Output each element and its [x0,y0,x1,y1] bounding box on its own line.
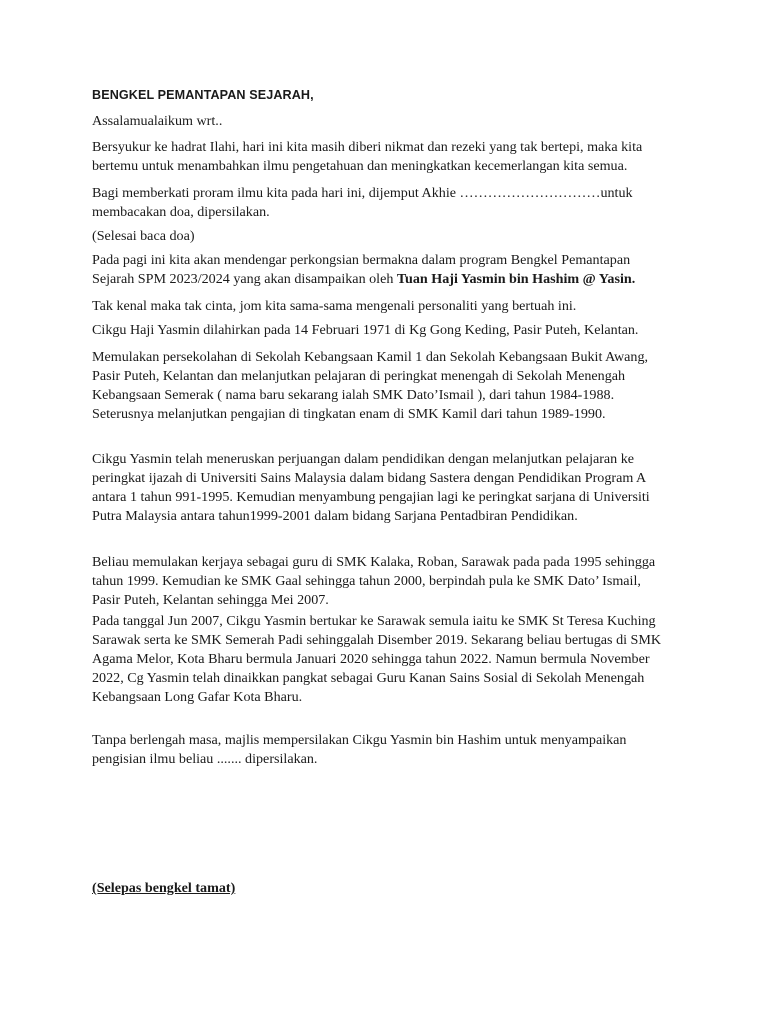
closing-note: (Selepas bengkel tamat) [92,880,236,896]
career-start-paragraph [92,553,655,610]
greeting-paragraph: Assalamualaikum wrt.. [92,113,223,129]
career-later-line: Sarawak serta ke SMK Semerah Padi sehinggalah Disember 2019. Sekarang beliau bertugas di SMK [92,632,662,648]
career-later-line: Agama Melor, Kota Bharu bermula Januari 2020 sehingga tahun 2022. Namun bermula November [92,651,650,667]
university-line: antara 1 tahun 991-1995. Kemudian menyambung pengajian lagi ke peringkat sarjana di Universiti [92,489,650,505]
document-title: BENGKEL PEMANTAPAN SEJARAH, [92,88,314,102]
doa-invite-paragraph [92,184,633,222]
schooling-line: Pasir Puteh, Kelantan dan melanjutkan pelajaran di peringkat menengah di Sekolah Menengah [92,368,626,384]
schooling-line: Memulakan persekolahan di Sekolah Kebangsaan Kamil 1 dan Sekolah Kebangsaan Bukit Awang, [92,349,649,365]
tagline-paragraph: Tak kenal maka tak cinta, jom kita sama-sama mengenali personaliti yang bertuah ini. [92,298,577,314]
career-later-line: Pada tanggal Jun 2007, Cikgu Yasmin bertukar ke Sarawak semula iaitu ke SMK St Teresa Kuching [92,613,656,629]
speaker-intro-paragraph [92,251,635,289]
invitation-paragraph [92,731,626,769]
speaker-intro-line: Pada pagi ini kita akan mendengar perkongsian bermakna dalam program Bengkel Pemantapan [92,252,631,268]
career-later-line: 2022, Cg Yasmin telah dinaikkan pangkat sebagai Guru Kanan Sains Sosial di Sekolah Menengah [92,670,645,686]
intro-line: Bersyukur ke hadrat Ilahi, hari ini kita masih diberi nikmat dan rezeki yang tak bertepi, maka kita [92,139,643,155]
schooling-line: Kebangsaan Semerak ( nama baru sekarang ialah SMK Dato’Ismail ), dari tahun 1984-1988. [92,387,615,403]
university-line: Putra Malaysia antara tahun1999-2001 dalam bidang Sarjana Pentadbiran Pendidikan. [92,508,578,524]
university-line: Cikgu Yasmin telah meneruskan perjuangan dalam pendidikan dengan melanjutkan pelajaran ke [92,451,635,467]
career-later-paragraph [92,612,661,707]
career-start-line: tahun 1999. Kemudian ke SMK Gaal sehingga tahun 2000, berpindah pula ke SMK Dato’ Ismail, [92,573,641,589]
birth-paragraph: Cikgu Haji Yasmin dilahirkan pada 14 Februari 1971 di Kg Gong Keding, Pasir Puteh, Kelantan. [92,322,639,338]
career-start-line: Beliau memulakan kerjaya sebagai guru di SMK Kalaka, Roban, Sarawak pada pada 1995 sehingga [92,554,656,570]
doa-invite-line: Bagi memberkati proram ilmu kita pada hari ini, dijemput Akhie …………………………untuk [92,185,633,201]
schooling-paragraph [92,348,648,424]
university-line: peringkat ijazah di Universiti Sains Malaysia dalam bidang Sastera dengan Pendidikan Program A [92,470,647,486]
speaker-intro-line [92,270,635,289]
invitation-line: pengisian ilmu beliau ....... dipersilakan. [92,751,318,767]
career-start-line: Pasir Puteh, Kelantan sehingga Mei 2007. [92,592,329,608]
doa-done-note: (Selesai baca doa) [92,228,195,244]
intro-line: bertemu untuk menambahkan ilmu pengetahuan dan meningkatkan kecemerlangan kita semua. [92,158,628,174]
speaker-intro-text: Sejarah SPM 2023/2024 yang akan disampaikan oleh [92,271,397,287]
doa-invite-line: membacakan doa, dipersilakan. [92,204,270,220]
career-later-line: Kebangsaan Long Gafar Kota Bharu. [92,689,303,705]
university-paragraph [92,450,650,526]
schooling-line: Seterusnya melanjutkan pengajian di tingkatan enam di SMK Kamil dari tahun 1989-1990. [92,406,606,422]
intro-paragraph [92,138,642,176]
speaker-name: Tuan Haji Yasmin bin Hashim @ Yasin. [396,271,636,287]
invitation-line: Tanpa berlengah masa, majlis mempersilakan Cikgu Yasmin bin Hashim untuk menyampaikan [92,732,627,748]
